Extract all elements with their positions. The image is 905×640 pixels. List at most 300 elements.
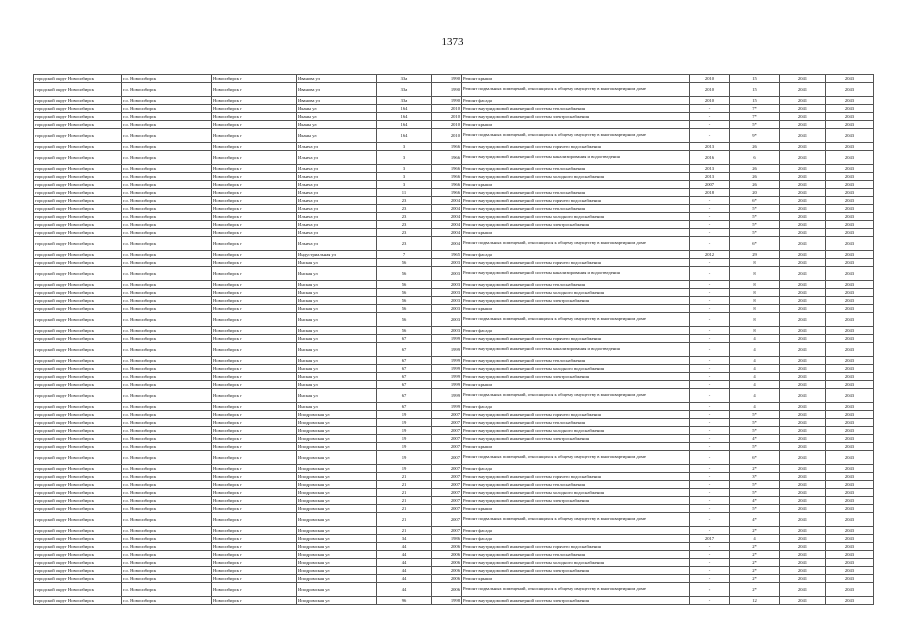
- cell-street: Инская ул: [297, 267, 377, 281]
- cell-municipality: городской округ Новосибирск: [34, 597, 122, 605]
- cell-repair-type: Ремонт внутридомовой инженерной системы теплоснабжения: [462, 205, 690, 213]
- cell-district: г.о. Новосибирск: [122, 181, 212, 189]
- cell-district: г.о. Новосибирск: [122, 173, 212, 181]
- cell-settlement: Новосибирск г: [212, 597, 297, 605]
- cell-settlement: Новосибирск г: [212, 435, 297, 443]
- cell-start-year: 2041: [780, 559, 826, 567]
- cell-wear-percent: 2*: [730, 465, 780, 473]
- cell-build-year: 1966: [432, 165, 462, 173]
- cell-end-year: 2043: [826, 129, 874, 143]
- cell-last-repair-year: -: [690, 465, 730, 473]
- cell-street: Иканы ул: [297, 129, 377, 143]
- cell-settlement: Новосибирск г: [212, 313, 297, 327]
- cell-municipality: городской округ Новосибирск: [34, 527, 122, 535]
- cell-wear-percent: 4: [730, 357, 780, 365]
- cell-municipality: городской округ Новосибирск: [34, 505, 122, 513]
- cell-start-year: 2041: [780, 481, 826, 489]
- cell-wear-percent: 26: [730, 143, 780, 151]
- cell-last-repair-year: -: [690, 267, 730, 281]
- cell-district: г.о. Новосибирск: [122, 165, 212, 173]
- cell-district: г.о. Новосибирск: [122, 251, 212, 259]
- cell-settlement: Новосибирск г: [212, 205, 297, 213]
- table-row: [34, 497, 874, 505]
- cell-repair-type: Ремонт внутридомовой инженерной системы холодного водоснабжения: [462, 365, 690, 373]
- table-row: [34, 197, 874, 205]
- cell-house-number: 19: [377, 443, 432, 451]
- cell-last-repair-year: -: [690, 411, 730, 419]
- cell-municipality: городской округ Новосибирск: [34, 205, 122, 213]
- cell-start-year: 2041: [780, 465, 826, 473]
- cell-repair-type: Ремонт внутридомовой инженерной системы горячего водоснабжения: [462, 143, 690, 151]
- cell-wear-percent: 4: [730, 381, 780, 389]
- cell-end-year: 2043: [826, 551, 874, 559]
- cell-build-year: 1999: [432, 389, 462, 403]
- cell-wear-percent: 5*: [730, 505, 780, 513]
- cell-wear-percent: 8: [730, 289, 780, 297]
- cell-repair-type: Ремонт внутридомовой инженерной системы теплоснабжения: [462, 281, 690, 289]
- cell-last-repair-year: 2013: [690, 165, 730, 173]
- cell-municipality: городской округ Новосибирск: [34, 343, 122, 357]
- cell-house-number: 67: [377, 389, 432, 403]
- cell-build-year: 2003: [432, 327, 462, 335]
- cell-build-year: 2006: [432, 543, 462, 551]
- cell-settlement: Новосибирск г: [212, 189, 297, 197]
- cell-end-year: 2043: [826, 197, 874, 205]
- cell-build-year: 1999: [432, 343, 462, 357]
- cell-street: Иподромская ул: [297, 567, 377, 575]
- cell-start-year: 2041: [780, 151, 826, 165]
- cell-street: Ильича ул: [297, 173, 377, 181]
- cell-end-year: 2043: [826, 83, 874, 97]
- cell-start-year: 2041: [780, 489, 826, 497]
- cell-build-year: 2003: [432, 305, 462, 313]
- cell-build-year: 1990: [432, 75, 462, 83]
- cell-repair-type: Ремонт внутридомовой инженерной системы теплоснабжения: [462, 357, 690, 365]
- cell-district: г.о. Новосибирск: [122, 259, 212, 267]
- cell-end-year: 2043: [826, 327, 874, 335]
- cell-district: г.о. Новосибирск: [122, 497, 212, 505]
- cell-house-number: 3: [377, 151, 432, 165]
- cell-house-number: 44: [377, 559, 432, 567]
- cell-last-repair-year: 2013: [690, 173, 730, 181]
- cell-house-number: 21: [377, 481, 432, 489]
- cell-municipality: городской округ Новосибирск: [34, 297, 122, 305]
- cell-district: г.о. Новосибирск: [122, 559, 212, 567]
- cell-repair-type: Ремонт крыши: [462, 575, 690, 583]
- cell-house-number: 33а: [377, 97, 432, 105]
- cell-municipality: городской округ Новосибирск: [34, 567, 122, 575]
- cell-last-repair-year: -: [690, 443, 730, 451]
- cell-settlement: Новосибирск г: [212, 75, 297, 83]
- cell-last-repair-year: -: [690, 551, 730, 559]
- table-row: [34, 365, 874, 373]
- cell-wear-percent: 5*: [730, 205, 780, 213]
- cell-settlement: Новосибирск г: [212, 505, 297, 513]
- cell-municipality: городской округ Новосибирск: [34, 313, 122, 327]
- cell-wear-percent: 2*: [730, 583, 780, 597]
- cell-district: г.о. Новосибирск: [122, 297, 212, 305]
- cell-district: г.о. Новосибирск: [122, 427, 212, 435]
- cell-wear-percent: 2*: [730, 575, 780, 583]
- cell-build-year: 2006: [432, 567, 462, 575]
- cell-house-number: 21: [377, 505, 432, 513]
- cell-settlement: Новосибирск г: [212, 105, 297, 113]
- cell-repair-type: Ремонт внутридомовой инженерной системы холодного водоснабжения: [462, 213, 690, 221]
- cell-repair-type: Ремонт фасада: [462, 535, 690, 543]
- cell-house-number: 21: [377, 527, 432, 535]
- table-row: [34, 121, 874, 129]
- cell-street: Иподромская ул: [297, 535, 377, 543]
- cell-build-year: 1999: [432, 335, 462, 343]
- cell-start-year: 2041: [780, 435, 826, 443]
- cell-house-number: 56: [377, 289, 432, 297]
- cell-municipality: городской округ Новосибирск: [34, 489, 122, 497]
- cell-municipality: городской округ Новосибирск: [34, 583, 122, 597]
- cell-settlement: Новосибирск г: [212, 173, 297, 181]
- cell-repair-type: Ремонт внутридомовой инженерной системы электроснабжения: [462, 497, 690, 505]
- cell-start-year: 2041: [780, 297, 826, 305]
- cell-house-number: 56: [377, 297, 432, 305]
- table-row: [34, 543, 874, 551]
- cell-end-year: 2043: [826, 343, 874, 357]
- cell-repair-type: Ремонт внутридомовой инженерной системы электроснабжения: [462, 373, 690, 381]
- cell-district: г.о. Новосибирск: [122, 143, 212, 151]
- cell-municipality: городской округ Новосибирск: [34, 237, 122, 251]
- cell-last-repair-year: -: [690, 297, 730, 305]
- table-row: [34, 297, 874, 305]
- cell-district: г.о. Новосибирск: [122, 113, 212, 121]
- cell-wear-percent: 5*: [730, 443, 780, 451]
- cell-street: Ильича ул: [297, 181, 377, 189]
- cell-house-number: 164: [377, 105, 432, 113]
- cell-end-year: 2043: [826, 229, 874, 237]
- cell-wear-percent: 20: [730, 189, 780, 197]
- page-number: 1373: [441, 36, 464, 48]
- cell-settlement: Новосибирск г: [212, 443, 297, 451]
- cell-wear-percent: 5*: [730, 481, 780, 489]
- table-row: [34, 113, 874, 121]
- cell-start-year: 2041: [780, 597, 826, 605]
- cell-house-number: 23: [377, 237, 432, 251]
- cell-settlement: Новосибирск г: [212, 411, 297, 419]
- cell-municipality: городской округ Новосибирск: [34, 75, 122, 83]
- table-row: [34, 335, 874, 343]
- table-row: [34, 551, 874, 559]
- table-row: [34, 419, 874, 427]
- cell-wear-percent: 8: [730, 305, 780, 313]
- cell-settlement: Новосибирск г: [212, 365, 297, 373]
- cell-house-number: 56: [377, 313, 432, 327]
- table-row: [34, 473, 874, 481]
- cell-start-year: 2041: [780, 105, 826, 113]
- cell-last-repair-year: -: [690, 105, 730, 113]
- cell-house-number: 19: [377, 435, 432, 443]
- cell-end-year: 2043: [826, 165, 874, 173]
- cell-settlement: Новосибирск г: [212, 567, 297, 575]
- cell-build-year: 2004: [432, 205, 462, 213]
- table-row: [34, 403, 874, 411]
- cell-settlement: Новосибирск г: [212, 221, 297, 229]
- cell-municipality: городской округ Новосибирск: [34, 543, 122, 551]
- cell-end-year: 2043: [826, 113, 874, 121]
- cell-district: г.о. Новосибирск: [122, 403, 212, 411]
- table-row: [34, 327, 874, 335]
- cell-municipality: городской округ Новосибирск: [34, 497, 122, 505]
- cell-settlement: Новосибирск г: [212, 281, 297, 289]
- table-row: [34, 465, 874, 473]
- cell-end-year: 2043: [826, 335, 874, 343]
- cell-municipality: городской округ Новосибирск: [34, 327, 122, 335]
- cell-build-year: 1998: [432, 597, 462, 605]
- cell-municipality: городской округ Новосибирск: [34, 427, 122, 435]
- cell-street: Инская ул: [297, 365, 377, 373]
- cell-district: г.о. Новосибирск: [122, 305, 212, 313]
- cell-repair-type: Ремонт крыши: [462, 443, 690, 451]
- cell-house-number: 56: [377, 305, 432, 313]
- cell-district: г.о. Новосибирск: [122, 527, 212, 535]
- cell-district: г.о. Новосибирск: [122, 357, 212, 365]
- cell-settlement: Новосибирск г: [212, 575, 297, 583]
- cell-last-repair-year: -: [690, 229, 730, 237]
- cell-house-number: 3: [377, 165, 432, 173]
- cell-house-number: 19: [377, 419, 432, 427]
- cell-street: Инская ул: [297, 259, 377, 267]
- cell-last-repair-year: -: [690, 403, 730, 411]
- cell-wear-percent: 6*: [730, 197, 780, 205]
- cell-start-year: 2041: [780, 365, 826, 373]
- cell-build-year: 2004: [432, 221, 462, 229]
- cell-district: г.о. Новосибирск: [122, 327, 212, 335]
- cell-build-year: 2007: [432, 481, 462, 489]
- cell-start-year: 2041: [780, 121, 826, 129]
- cell-build-year: 2007: [432, 451, 462, 465]
- cell-district: г.о. Новосибирск: [122, 465, 212, 473]
- cell-last-repair-year: 2013: [690, 143, 730, 151]
- cell-end-year: 2043: [826, 267, 874, 281]
- table-row: [34, 165, 874, 173]
- cell-municipality: городской округ Новосибирск: [34, 121, 122, 129]
- cell-settlement: Новосибирск г: [212, 143, 297, 151]
- cell-wear-percent: 9*: [730, 129, 780, 143]
- cell-street: Иподромская ул: [297, 411, 377, 419]
- cell-end-year: 2043: [826, 543, 874, 551]
- cell-street: Иподромская ул: [297, 497, 377, 505]
- cell-house-number: 44: [377, 575, 432, 583]
- cell-end-year: 2043: [826, 567, 874, 575]
- cell-end-year: 2043: [826, 575, 874, 583]
- cell-street: Иподромская ул: [297, 583, 377, 597]
- cell-settlement: Новосибирск г: [212, 289, 297, 297]
- cell-build-year: 1999: [432, 365, 462, 373]
- cell-repair-type: Ремонт внутридомовой инженерной системы электроснабжения: [462, 597, 690, 605]
- cell-start-year: 2041: [780, 373, 826, 381]
- cell-end-year: 2043: [826, 313, 874, 327]
- cell-wear-percent: 4: [730, 403, 780, 411]
- cell-start-year: 2041: [780, 357, 826, 365]
- table-row: [34, 267, 874, 281]
- table-row: [34, 229, 874, 237]
- cell-street: Ильича ул: [297, 165, 377, 173]
- cell-end-year: 2043: [826, 427, 874, 435]
- cell-street: Иподромская ул: [297, 543, 377, 551]
- cell-wear-percent: 5*: [730, 121, 780, 129]
- cell-start-year: 2041: [780, 129, 826, 143]
- cell-end-year: 2043: [826, 297, 874, 305]
- cell-last-repair-year: -: [690, 497, 730, 505]
- table-row: [34, 75, 874, 83]
- cell-repair-type: Ремонт внутридомовой инженерной системы теплоснабжения: [462, 481, 690, 489]
- cell-house-number: 67: [377, 335, 432, 343]
- cell-repair-type: Ремонт внутридомовой инженерной системы электроснабжения: [462, 567, 690, 575]
- cell-street: Иканы ул: [297, 121, 377, 129]
- cell-municipality: городской округ Новосибирск: [34, 411, 122, 419]
- table-row: [34, 381, 874, 389]
- cell-wear-percent: 6*: [730, 451, 780, 465]
- cell-last-repair-year: -: [690, 129, 730, 143]
- cell-street: Инская ул: [297, 335, 377, 343]
- cell-wear-percent: 4: [730, 365, 780, 373]
- cell-build-year: 1990: [432, 83, 462, 97]
- cell-settlement: Новосибирск г: [212, 197, 297, 205]
- cell-end-year: 2043: [826, 97, 874, 105]
- cell-settlement: Новосибирск г: [212, 129, 297, 143]
- cell-district: г.о. Новосибирск: [122, 543, 212, 551]
- cell-house-number: 56: [377, 267, 432, 281]
- cell-house-number: 23: [377, 205, 432, 213]
- cell-settlement: Новосибирск г: [212, 335, 297, 343]
- cell-municipality: городской округ Новосибирск: [34, 221, 122, 229]
- cell-house-number: 19: [377, 465, 432, 473]
- cell-build-year: 2004: [432, 213, 462, 221]
- cell-settlement: Новосибирск г: [212, 381, 297, 389]
- cell-house-number: 21: [377, 497, 432, 505]
- table-row: [34, 105, 874, 113]
- cell-house-number: 21: [377, 473, 432, 481]
- cell-build-year: 2010: [432, 129, 462, 143]
- cell-end-year: 2043: [826, 481, 874, 489]
- cell-last-repair-year: -: [690, 505, 730, 513]
- cell-municipality: городской округ Новосибирск: [34, 143, 122, 151]
- cell-street: Ильича ул: [297, 221, 377, 229]
- cell-district: г.о. Новосибирск: [122, 75, 212, 83]
- cell-end-year: 2043: [826, 259, 874, 267]
- cell-house-number: 19: [377, 427, 432, 435]
- cell-house-number: 7: [377, 251, 432, 259]
- cell-street: Ильича ул: [297, 237, 377, 251]
- cell-end-year: 2043: [826, 583, 874, 597]
- cell-start-year: 2041: [780, 583, 826, 597]
- cell-start-year: 2041: [780, 113, 826, 121]
- table-row: [34, 313, 874, 327]
- cell-start-year: 2041: [780, 535, 826, 543]
- cell-settlement: Новосибирск г: [212, 267, 297, 281]
- cell-settlement: Новосибирск г: [212, 305, 297, 313]
- cell-house-number: 3: [377, 143, 432, 151]
- cell-street: Инская ул: [297, 305, 377, 313]
- cell-district: г.о. Новосибирск: [122, 583, 212, 597]
- table-row: [34, 389, 874, 403]
- cell-end-year: 2043: [826, 451, 874, 465]
- cell-build-year: 2010: [432, 105, 462, 113]
- cell-house-number: 33а: [377, 75, 432, 83]
- cell-start-year: 2041: [780, 75, 826, 83]
- cell-house-number: 44: [377, 543, 432, 551]
- cell-district: г.о. Новосибирск: [122, 229, 212, 237]
- cell-repair-type: Ремонт подвальных помещений, относящихся к общему имуществу в многоквартирном доме: [462, 83, 690, 97]
- cell-house-number: 23: [377, 221, 432, 229]
- cell-build-year: 2007: [432, 513, 462, 527]
- cell-settlement: Новосибирск г: [212, 389, 297, 403]
- cell-street: Иподромская ул: [297, 527, 377, 535]
- cell-repair-type: Ремонт подвальных помещений, относящихся к общему имуществу в многоквартирном доме: [462, 313, 690, 327]
- cell-district: г.о. Новосибирск: [122, 419, 212, 427]
- cell-municipality: городской округ Новосибирск: [34, 481, 122, 489]
- cell-district: г.о. Новосибирск: [122, 373, 212, 381]
- cell-end-year: 2043: [826, 465, 874, 473]
- cell-wear-percent: 3*: [730, 473, 780, 481]
- cell-repair-type: Ремонт крыши: [462, 181, 690, 189]
- cell-municipality: городской округ Новосибирск: [34, 165, 122, 173]
- table-row: [34, 189, 874, 197]
- cell-end-year: 2043: [826, 357, 874, 365]
- cell-street: Иподромская ул: [297, 473, 377, 481]
- cell-street: Инская ул: [297, 327, 377, 335]
- cell-start-year: 2041: [780, 505, 826, 513]
- cell-settlement: Новосибирск г: [212, 451, 297, 465]
- cell-wear-percent: 4: [730, 373, 780, 381]
- cell-start-year: 2041: [780, 327, 826, 335]
- cell-start-year: 2041: [780, 221, 826, 229]
- cell-repair-type: Ремонт внутридомовой инженерной системы горячего водоснабжения: [462, 543, 690, 551]
- cell-street: Иподромская ул: [297, 451, 377, 465]
- table-row: [34, 357, 874, 365]
- table-row: [34, 289, 874, 297]
- cell-district: г.о. Новосибирск: [122, 289, 212, 297]
- cell-settlement: Новосибирск г: [212, 113, 297, 121]
- cell-house-number: 3: [377, 181, 432, 189]
- cell-district: г.о. Новосибирск: [122, 205, 212, 213]
- cell-street: Инская ул: [297, 297, 377, 305]
- cell-repair-type: Ремонт внутридомовой инженерной системы канализирования и водоотведения: [462, 267, 690, 281]
- table-row: [34, 343, 874, 357]
- cell-end-year: 2043: [826, 105, 874, 113]
- cell-repair-type: Ремонт внутридомовой инженерной системы канализирования и водоотведения: [462, 343, 690, 357]
- cell-district: г.о. Новосибирск: [122, 567, 212, 575]
- cell-wear-percent: 6: [730, 151, 780, 165]
- cell-build-year: 1999: [432, 357, 462, 365]
- cell-end-year: 2043: [826, 365, 874, 373]
- cell-wear-percent: 26: [730, 173, 780, 181]
- cell-street: Иподромская ул: [297, 427, 377, 435]
- cell-build-year: 2004: [432, 237, 462, 251]
- cell-build-year: 1999: [432, 373, 462, 381]
- cell-last-repair-year: -: [690, 121, 730, 129]
- cell-house-number: 11: [377, 189, 432, 197]
- cell-district: г.о. Новосибирск: [122, 213, 212, 221]
- cell-end-year: 2043: [826, 419, 874, 427]
- cell-start-year: 2041: [780, 551, 826, 559]
- cell-municipality: городской округ Новосибирск: [34, 419, 122, 427]
- cell-street: Ильича ул: [297, 229, 377, 237]
- cell-house-number: 56: [377, 281, 432, 289]
- cell-district: г.о. Новосибирск: [122, 129, 212, 143]
- cell-last-repair-year: -: [690, 365, 730, 373]
- table-row: [34, 427, 874, 435]
- cell-municipality: городской округ Новосибирск: [34, 281, 122, 289]
- cell-district: г.о. Новосибирск: [122, 411, 212, 419]
- cell-build-year: 1990: [432, 97, 462, 105]
- cell-end-year: 2043: [826, 443, 874, 451]
